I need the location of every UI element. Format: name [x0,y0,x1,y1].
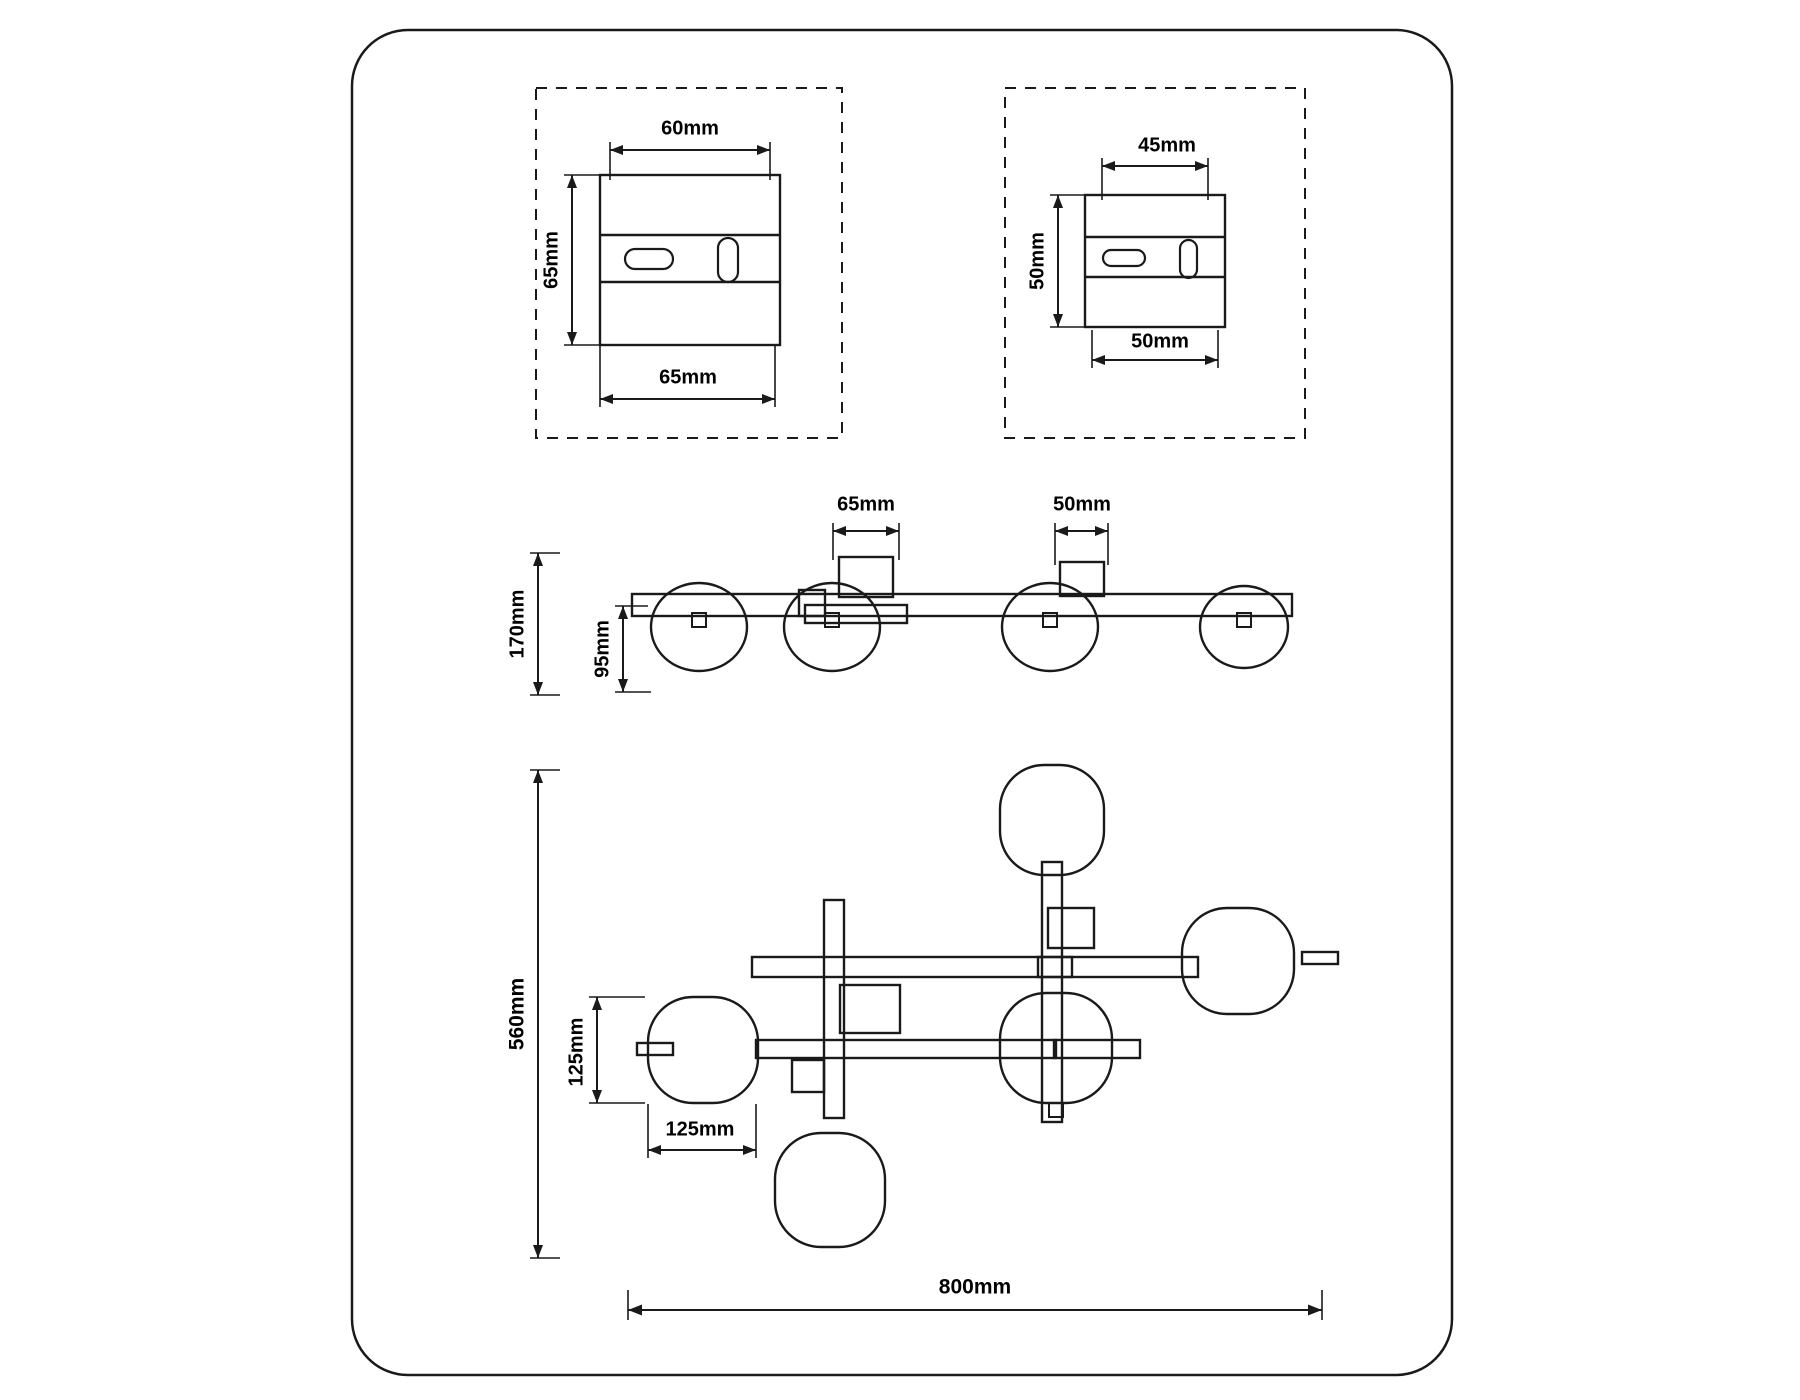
arrow-front-125v-start [592,997,602,1010]
canopy-detail-left [536,88,842,438]
front-bar-left-stub [637,1043,673,1055]
dim-label-50mm-height: 50mm [1026,232,1049,290]
dim-label-125mm-width: 125mm [665,1118,735,1141]
front-bar-right-stub [1302,952,1338,964]
arrow-right-top-start [1102,161,1115,171]
arrow-left-height-end [567,332,577,345]
dim-label-125mm-height: 125mm [565,1017,588,1087]
front-globe-left [648,997,758,1103]
dim-label-45mm: 45mm [1138,134,1196,157]
arrow-front-125h-start [648,1145,661,1155]
front-globe-bottom [775,1133,885,1247]
dim-label-800mm: 800mm [938,1275,1012,1299]
side-globe-2 [784,583,880,671]
arrow-front-800-end [1308,1305,1322,1316]
arrow-side-65-start [833,526,846,536]
front-canopy-box-upper [1048,908,1094,948]
side-elevation-view [506,493,1292,695]
arrow-front-125v-end [592,1090,602,1103]
front-canopy-box-mid [840,985,900,1033]
front-junction-box [792,1060,824,1092]
sheet-border [352,30,1452,1375]
side-globe-3 [1002,583,1098,671]
arrow-side-170-start [533,553,543,566]
front-bar-lower-right [1054,1040,1140,1058]
side-main-bar [632,594,1292,616]
side-globe-4 [1200,586,1288,668]
arrow-left-top-start [610,145,623,155]
dim-label-65mm-height: 65mm [540,231,563,289]
canopy-body-right [1085,195,1225,327]
front-bar-lower [756,1040,1056,1058]
arrow-left-height-start [567,175,577,188]
side-canopy-box-small [1060,562,1104,596]
front-globe-shade-left [648,997,758,1103]
arrow-front-800-start [628,1305,642,1316]
arrow-right-bottom-end [1205,355,1218,365]
front-bar-upper [752,957,1072,977]
arrow-front-560-start [533,770,543,783]
dim-label-95mm: 95mm [591,620,614,678]
arrow-right-height-start [1053,195,1063,208]
dim-label-60mm: 60mm [661,117,719,140]
arrow-left-bottom-end [762,394,775,404]
arrow-right-bottom-start [1092,355,1105,365]
canopy-body-left [600,175,780,345]
side-globe-1 [651,583,747,671]
arrow-side-50-start [1055,526,1068,536]
side-secondary-bar [805,605,907,623]
canopy-slot-horizontal-left [625,249,673,269]
canopy-slot-horizontal-right [1103,250,1145,266]
front-globe-shade-bottom [775,1133,885,1247]
arrow-side-65-end [886,526,899,536]
dim-label-170mm: 170mm [506,589,529,659]
dim-label-side-50mm: 50mm [1053,493,1111,516]
canopy-detail-right [1005,88,1305,438]
arrow-left-top-end [757,145,770,155]
dim-label-side-65mm: 65mm [837,493,895,516]
arrow-side-95-end [618,679,628,692]
side-canopy-box-large [839,557,893,597]
arrow-side-95-start [618,606,628,619]
front-globe-top [1000,765,1104,875]
arrow-front-560-end [533,1245,543,1258]
front-globe-shade-top [1000,765,1104,875]
dim-label-65mm-width: 65mm [659,366,717,389]
arrow-front-125h-end [743,1145,756,1155]
arrow-side-170-end [533,682,543,695]
arrow-left-bottom-start [600,394,613,404]
arrow-right-top-end [1195,161,1208,171]
arrow-side-50-end [1095,526,1108,536]
dim-label-50mm-width: 50mm [1131,330,1189,353]
canopy-slot-vertical-left [718,238,738,282]
canopy-slot-vertical-right [1180,240,1197,278]
front-elevation-view [506,765,1338,1320]
arrow-right-height-end [1053,314,1063,327]
dim-label-560mm: 560mm [505,977,529,1051]
